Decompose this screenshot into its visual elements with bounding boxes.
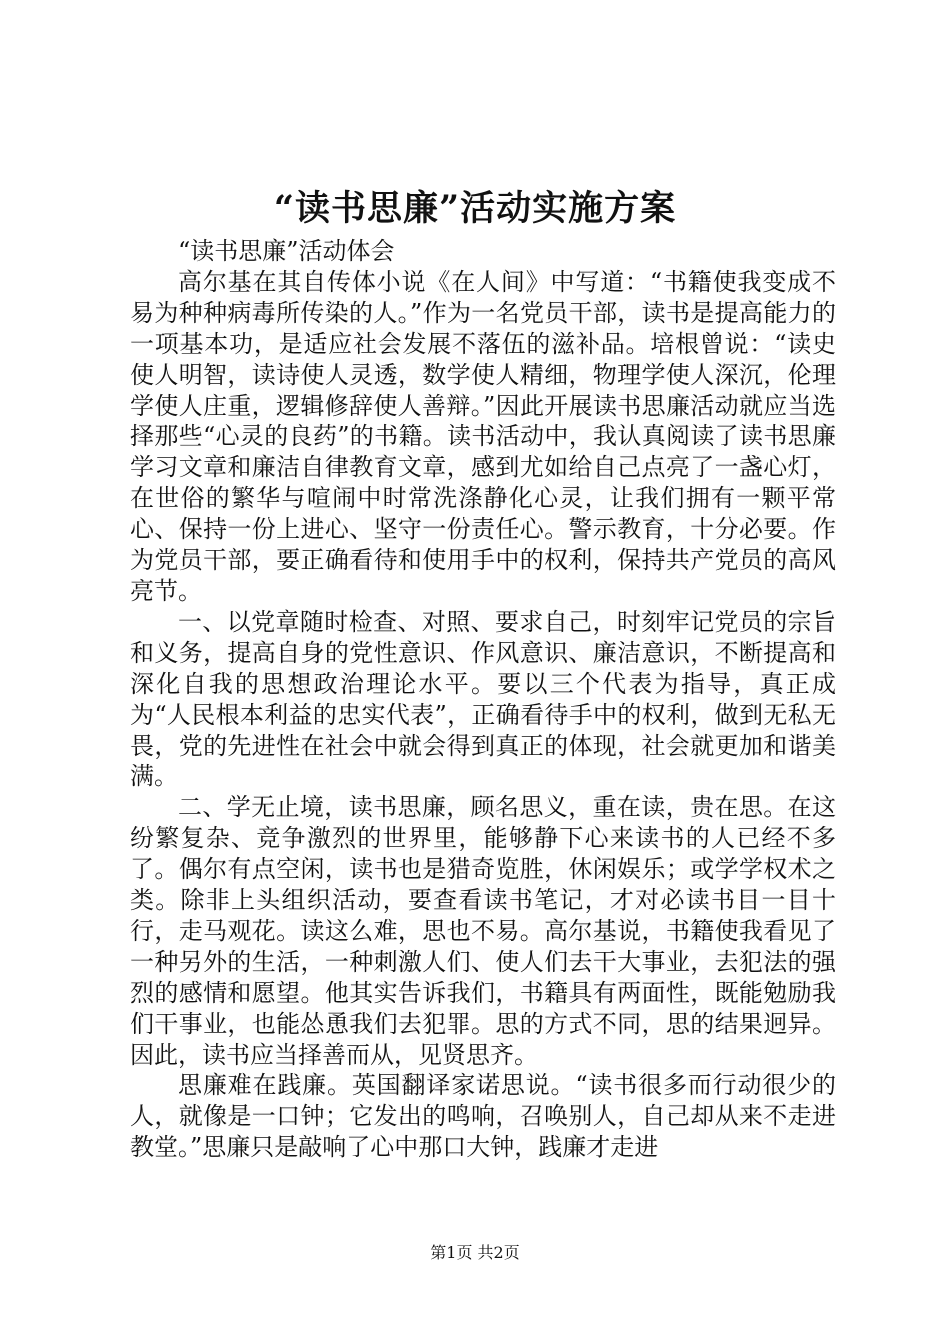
paragraph-intro: 高尔基在其自传体小说《在人间》中写道：“书籍使我变成不易为种种病毒所传染的人。”作为一名党员干部，读书是提高能力的一项基本功，是适应社会发展不落伍的滋补品。培根曾说：“读史使人明智，读诗使人灵透，数学使人精细，物理学使人深沉，伦理学使人庄重，逻辑修辞使人善辩。”因此开展读书思廉活动就应当选择那些“心灵的良药”的书籍。读书活动中，我认真阅读了读书思廉学习文章和廉洁自律教育文章，感到尤如给自己点亮了一盏心灯，在世俗的繁华与喧闹中时常洗涤静化心灵，让我们拥有一颗平常心、保持一份上进心、坚守一份责任心。警示教育，十分必要。作为党员干部，要正确看待和使用手中的权利，保持共产党员的高风亮节。 [130,267,836,605]
document-body [130,236,836,1163]
page-footer: 第1页 共2页 [430,1243,520,1262]
paragraph-subtitle: “读书思廉”活动体会 [178,237,395,265]
paragraph-practice: 思廉难在践廉。英国翻译家诺思说。“读书很多而行动很少的人，就像是一口钟；它发出的鸣响，召唤别人，自己却从来不走进教堂。”思廉只是敲响了心中那口大钟，践廉才走进 [130,1071,836,1162]
paragraph-point-one: 一、以党章随时检查、对照、要求自己，时刻牢记党员的宗旨和义务，提高自身的党性意识、作风意识、廉洁意识，不断提高和深化自我的思想政治理论水平。要以三个代表为指导，真正成为“人民根本利益的忠实代表”，正确看待手中的权利，做到无私无畏，党的先进性在社会中就会得到真正的体现，社会就更加和谐美满。 [130,607,836,791]
paragraph-point-two: 二、学无止境，读书思廉，顾名思义，重在读，贵在思。在这纷繁复杂、竞争激烈的世界里，能够静下心来读书的人已经不多了。偶尔有点空闲，读书也是猎奇览胜，休闲娱乐；或学学权术之类。除非上头组织活动，要查看读书笔记，才对必读书目一目十行，走马观花。读这么难，思也不易。高尔基说，书籍使我看见了一种另外的生活，一种刺激人们、使人们去干大事业，去犯法的强烈的感情和愿望。他其实告诉我们，书籍具有两面性，既能勉励我们干事业，也能怂恿我们去犯罪。思的方式不同，思的结果迥异。因此，读书应当择善而从，见贤思齐。 [130,793,836,1069]
document-title: “读书思廉”活动实施方案 [273,188,677,229]
